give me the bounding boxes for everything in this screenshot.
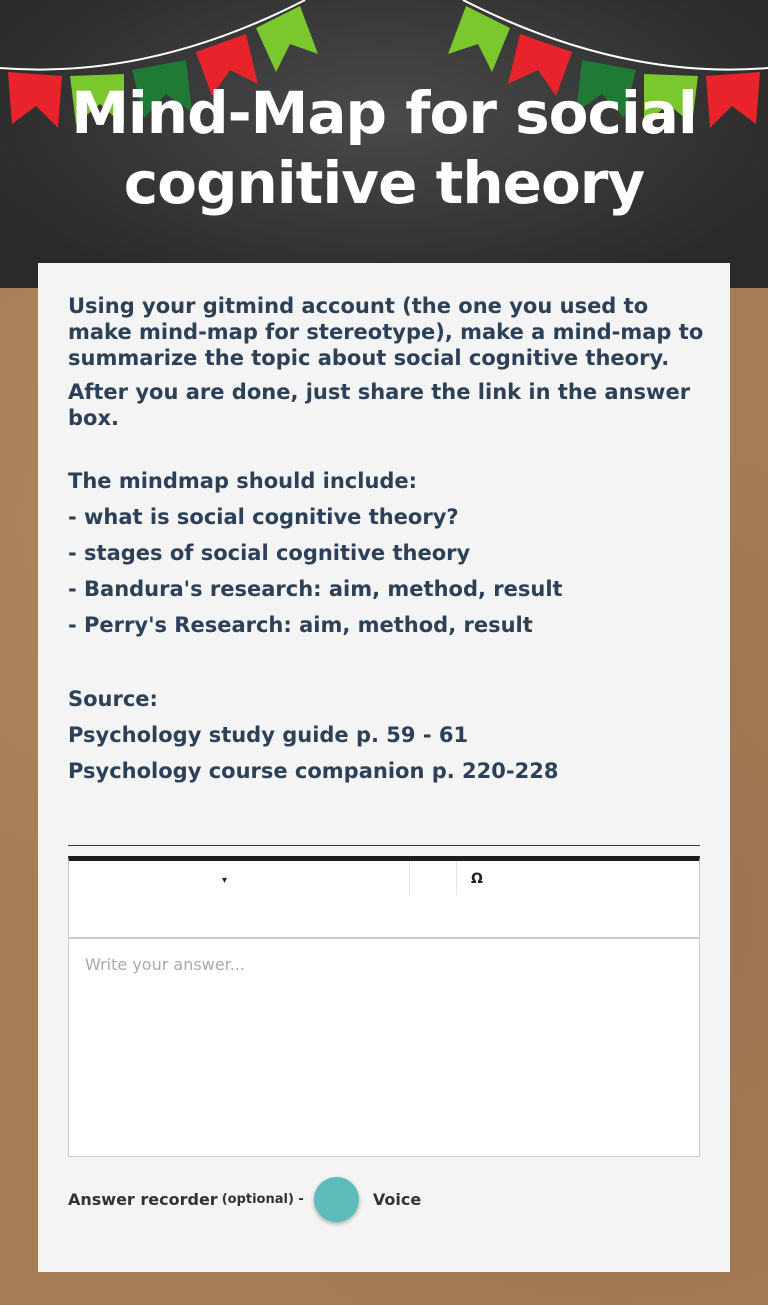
toolbar-separator (409, 861, 410, 895)
include-item: - Perry's Research: aim, method, result (68, 613, 533, 637)
answer-input[interactable] (69, 939, 699, 1149)
header-banner (0, 0, 768, 288)
source-item: Psychology study guide p. 59 - 61 (68, 723, 469, 747)
include-item: - stages of social cognitive theory (68, 541, 471, 565)
record-voice-button[interactable] (314, 1177, 359, 1222)
question-prompt (68, 293, 708, 789)
prompt-paragraph: Using your gitmind account (the one you used to make mind-map for stereotype), make a mind-map to summarize the topic about social cognitive theory. (68, 294, 704, 370)
divider (68, 845, 700, 846)
source-heading: Source: (68, 687, 158, 711)
format-dropdown[interactable]: ▾ (222, 875, 228, 886)
recorder-optional: (optional) - (221, 1192, 304, 1207)
question-card (38, 263, 730, 1272)
editor-toolbar (69, 861, 699, 939)
recorder-label: Answer recorder (68, 1190, 218, 1209)
include-item: - Bandura's research: aim, method, result (68, 577, 563, 601)
page-title: Mind-Map for social cognitive theory (71, 79, 697, 217)
answer-editor (68, 856, 700, 1157)
voice-label: Voice (372, 1190, 422, 1209)
special-character-button[interactable]: Ω (471, 871, 483, 887)
include-heading: The mindmap should include: (68, 469, 418, 493)
answer-recorder (68, 1177, 421, 1222)
include-item: - what is social cognitive theory? (68, 505, 459, 529)
source-item: Psychology course companion p. 220-228 (68, 759, 559, 783)
prompt-paragraph: After you are done, just share the link in the answer box. (68, 380, 691, 430)
toolbar-separator (456, 861, 457, 895)
